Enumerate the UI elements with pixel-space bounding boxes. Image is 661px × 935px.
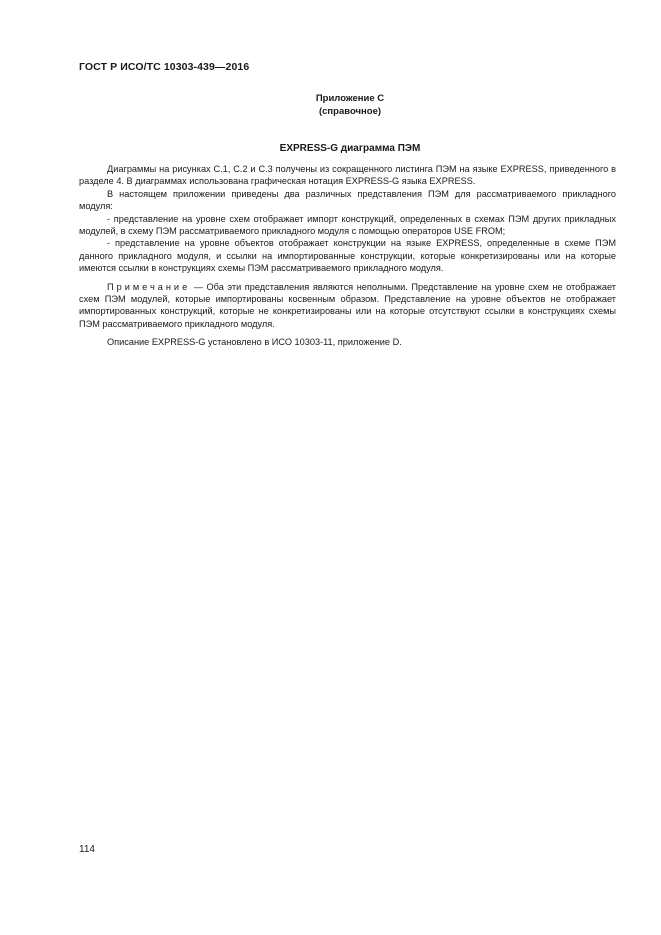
paragraph-1: Диаграммы на рисунках С.1, С.2 и С.3 получены из сокращенного листинга ПЭМ на языке EXPRESS, приведенного в разделе 4. В диаграммах использована графическая нотация EXPRESS-G языка EXPRESS. [79,164,616,187]
note-label: Примечание [107,281,191,292]
note-paragraph [79,281,616,331]
body-text [79,163,616,349]
appendix-title: Приложение С [315,93,385,104]
paragraph-4: - представление на уровне объектов отображает конструкции на языке EXPRESS, определенные в схеме ПЭМ данного прикладного модуля, и ссылки на импортированные конструкции, которые конкретизированы или на которые имеются ссылки в конструкциях схемы ПЭМ рассматриваемого прикладного модуля. [79,238,616,274]
paragraph-3: - представление на уровне схем отображает импорт конструкций, определенных в схемах ПЭМ других прикладных модулей, в схему ПЭМ рассматриваемого прикладного модуля с помощью операторов USE FROM; [79,213,616,237]
appendix-heading [250,92,450,118]
section-title: EXPRESS-G диаграмма ПЭМ [279,143,421,154]
note-text: — Оба эти представления являются неполными. Представление на уровне схем не отображает схем ПЭМ модулей, которые импортированы косвенным образом. Представление на уровне объектов не отображает импортированных конструкций, которые не конкретизированы или на которые отсутствуют ссылки в конструкциях схемы ПЭМ рассматриваемого прикладного модуля. [79,281,616,329]
page-number: 114 [79,844,95,855]
paragraph-5: Описание EXPRESS-G установлено в ИСО 10303-11, приложение D. [107,337,402,348]
document-header: ГОСТ Р ИСО/ТС 10303-439—2016 [79,61,250,73]
appendix-subtitle: (справочное) [318,106,382,117]
paragraph-2: В настоящем приложении приведены два различных представления ПЭМ для рассматриваемого прикладного модуля: [79,188,616,212]
